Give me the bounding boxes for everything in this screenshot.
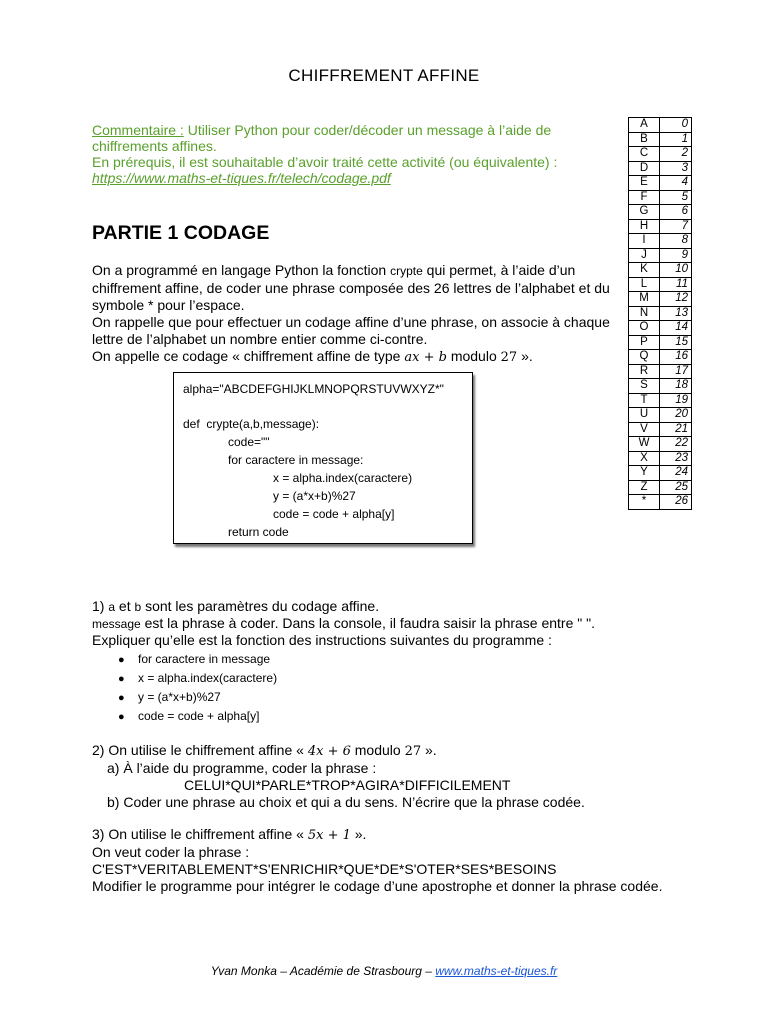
code-line: alpha="ABCDEFGHIJKLMNOPQRSTUVWXYZ*" (183, 382, 444, 396)
table-row (629, 408, 692, 423)
table-row (629, 495, 692, 510)
reminder-text: On rappelle que pour effectuer un codage affine d’une phrase, on associe à chaque lettre de l’alphabet un nombre entier comme ci-contre. (92, 314, 610, 347)
table-cell-letter: S (629, 379, 660, 394)
intro-paragraph (92, 262, 622, 366)
section-heading: PARTIE 1 CODAGE (92, 222, 270, 244)
prerequisite-text: En prérequis, il est souhaitable d’avoir traité cette activité (ou équivalente) : (92, 154, 558, 170)
list-item (118, 652, 270, 666)
table-cell-number: 14 (660, 321, 692, 336)
table-row (629, 277, 692, 292)
intro-text-cont: qui permet, à l’aide d’un chiffrement affine, de coder une phrase composée des 26 lettres de l’alphabet et du symbole * pour l’espace. (92, 262, 610, 313)
table-cell-letter: P (629, 335, 660, 350)
alphabet-table (628, 117, 692, 510)
question-2 (92, 742, 692, 811)
code-line: code = code + alpha[y] (273, 507, 395, 521)
q3-phrase: C'EST*VERITABLEMENT*S'ENRICHIR*QUE*DE*S'OTER*SES*BESOINS (92, 861, 557, 877)
table-cell-letter: A (629, 118, 660, 133)
table-cell-number: 3 (660, 161, 692, 176)
q2-phrase: CELUI*QUI*PARLE*TROP*AGIRA*DIFFICILEMENT (184, 777, 511, 793)
q1-and: et (115, 598, 135, 614)
code-line: y = (a*x+b)%27 (273, 489, 356, 503)
table-row (629, 437, 692, 452)
table-row (629, 466, 692, 481)
table-cell-number: 8 (660, 234, 692, 249)
table-row (629, 335, 692, 350)
table-cell-letter: K (629, 263, 660, 278)
list-item-text: x = alpha.index(caractere) (138, 671, 278, 685)
q1-text: sont les paramètres du codage affine. (141, 598, 380, 614)
bullet-icon: ● (118, 673, 125, 685)
table-row (629, 118, 692, 133)
table-row (629, 205, 692, 220)
type-text-end: ». (517, 348, 533, 364)
q2-intro: 2) On utilise le chiffrement affine « (92, 742, 308, 758)
code-box (173, 372, 473, 544)
intro-text: On a programmé en langage Python la fonction (92, 262, 391, 278)
q3-formula: 5x + 1 (307, 828, 351, 843)
q1-number: 1) (92, 598, 109, 614)
page-title: CHIFFREMENT AFFINE (288, 66, 480, 85)
q2-formula: 4x + 6 (307, 744, 351, 759)
table-cell-number: 5 (660, 190, 692, 205)
table-cell-letter: R (629, 364, 660, 379)
table-cell-number: 10 (660, 263, 692, 278)
table-row (629, 132, 692, 147)
table-row (629, 248, 692, 263)
table-cell-letter: Y (629, 466, 660, 481)
footer-link[interactable]: www.maths-et-tiques.fr (435, 964, 558, 978)
footer-text: Yvan Monka – Académie de Strasbourg – (210, 964, 436, 978)
table-cell-letter: L (629, 277, 660, 292)
table-cell-number: 0 (660, 118, 692, 133)
modulo-text: modulo (446, 348, 501, 364)
question-1 (92, 598, 672, 648)
code-line: for caractere in message: (228, 453, 364, 467)
type-text: On appelle ce codage « chiffrement affine de type (92, 348, 405, 364)
table-cell-letter: C (629, 147, 660, 162)
table-cell-number: 17 (660, 364, 692, 379)
table-row (629, 350, 692, 365)
table-row (629, 306, 692, 321)
table-cell-letter: U (629, 408, 660, 423)
list-item (118, 709, 259, 723)
table-cell-number: 2 (660, 147, 692, 162)
table-cell-letter: J (629, 248, 660, 263)
q3-intro-end: ». (350, 826, 367, 842)
table-cell-number: 23 (660, 451, 692, 466)
list-item (118, 690, 221, 704)
param-a: a (108, 600, 116, 614)
q2-modulo-value: 27 (404, 744, 422, 759)
q1-text-2: est la phrase à coder. Dans la console, il faudra saisir la phrase entre " ". (140, 615, 595, 631)
table-cell-number: 15 (660, 335, 692, 350)
table-cell-letter: Z (629, 480, 660, 495)
table-cell-number: 21 (660, 422, 692, 437)
table-cell-number: 12 (660, 292, 692, 307)
table-cell-letter: G (629, 205, 660, 220)
table-cell-letter: I (629, 234, 660, 249)
code-line: code="" (228, 435, 270, 449)
table-cell-letter: * (629, 495, 660, 510)
q2-part-a: a) À l’aide du programme, coder la phrase : (107, 760, 377, 776)
table-cell-number: 25 (660, 480, 692, 495)
table-cell-letter: B (629, 132, 660, 147)
comment-block (92, 122, 612, 186)
q3-intro: 3) On utilise le chiffrement affine « (92, 826, 308, 842)
table-row (629, 451, 692, 466)
table-row (629, 364, 692, 379)
table-cell-number: 1 (660, 132, 692, 147)
table-cell-letter: V (629, 422, 660, 437)
table-cell-letter: M (629, 292, 660, 307)
table-row (629, 161, 692, 176)
table-cell-number: 7 (660, 219, 692, 234)
q1-text-3: Expliquer qu’elle est la fonction des instructions suivantes du programme : (92, 632, 552, 648)
table-cell-letter: X (629, 451, 660, 466)
q3-text: On veut coder la phrase : (92, 844, 250, 860)
table-cell-number: 20 (660, 408, 692, 423)
table-cell-letter: D (629, 161, 660, 176)
list-item-text: y = (a*x+b)%27 (138, 690, 221, 704)
comment-text: Utiliser Python pour coder/décoder un message à l’aide de chiffrements affines. (92, 122, 552, 154)
table-cell-letter: E (629, 176, 660, 191)
code-line: return code (228, 525, 289, 539)
list-item-text: for caractere in message (138, 652, 271, 666)
list-item (118, 671, 277, 685)
param-b: b (134, 600, 142, 614)
table-row (629, 176, 692, 191)
list-item-text: code = code + alpha[y] (138, 709, 260, 723)
table-cell-number: 6 (660, 205, 692, 220)
table-row (629, 147, 692, 162)
table-cell-number: 26 (660, 495, 692, 510)
table-row (629, 393, 692, 408)
code-line: def crypte(a,b,message): (183, 417, 320, 431)
table-row (629, 321, 692, 336)
table-cell-number: 19 (660, 393, 692, 408)
param-message: message (92, 617, 141, 631)
bullet-icon: ● (118, 692, 125, 704)
question-3 (92, 826, 692, 895)
table-row (629, 263, 692, 278)
function-name: crypte (390, 264, 423, 278)
q2-intro-end: ». (421, 742, 437, 758)
bullet-icon: ● (118, 654, 125, 666)
table-cell-letter: Q (629, 350, 660, 365)
table-cell-letter: O (629, 321, 660, 336)
table-row (629, 190, 692, 205)
q3-instruction: Modifier le programme pour intégrer le codage d’une apostrophe et donner la phrase codée. (92, 878, 663, 894)
table-cell-number: 11 (660, 277, 692, 292)
table-cell-number: 13 (660, 306, 692, 321)
table-row (629, 480, 692, 495)
table-cell-number: 16 (660, 350, 692, 365)
prerequisite-link[interactable]: https://www.maths-et-tiques.fr/telech/codage.pdf (92, 170, 391, 186)
table-cell-number: 18 (660, 379, 692, 394)
table-row (629, 379, 692, 394)
table-cell-number: 9 (660, 248, 692, 263)
q2-part-b: b) Coder une phrase au choix et qui a du sens. N’écrire que la phrase codée. (107, 794, 585, 810)
table-cell-letter: H (629, 219, 660, 234)
footer (0, 964, 768, 978)
q2-modulo-text: modulo (350, 742, 405, 758)
bullet-icon: ● (118, 711, 125, 723)
table-row (629, 292, 692, 307)
table-cell-letter: N (629, 306, 660, 321)
table-cell-letter: F (629, 190, 660, 205)
table-cell-letter: W (629, 437, 660, 452)
table-cell-number: 4 (660, 176, 692, 191)
table-cell-number: 22 (660, 437, 692, 452)
code-line: x = alpha.index(caractere) (273, 471, 413, 485)
table-row (629, 422, 692, 437)
comment-label: Commentaire : (92, 122, 184, 138)
affine-formula: ax + b (404, 350, 447, 365)
modulo-value: 27 (500, 350, 518, 365)
table-cell-number: 24 (660, 466, 692, 481)
table-row (629, 234, 692, 249)
table-cell-letter: T (629, 393, 660, 408)
table-row (629, 219, 692, 234)
